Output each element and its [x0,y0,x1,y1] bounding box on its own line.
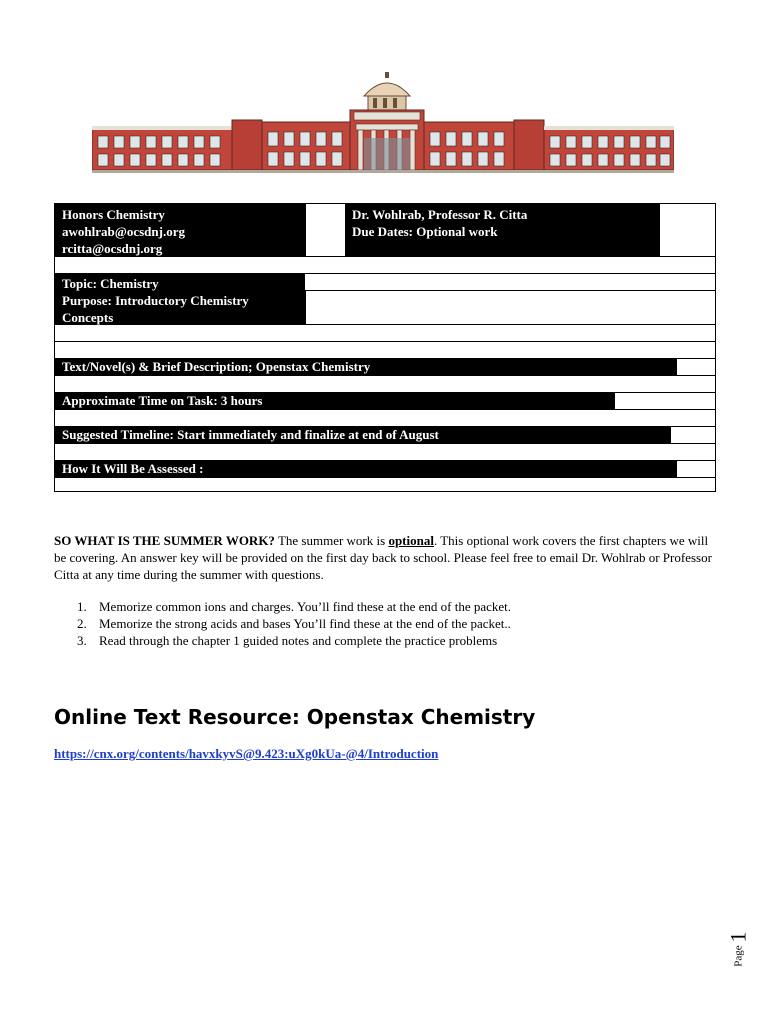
list-item [54,632,714,649]
topic-text: Topic: Chemistry [62,276,159,291]
lead-text: The summer work is [274,533,389,548]
assignment-info-table [54,203,716,492]
purpose-line2: Concepts [62,310,114,325]
topic-purpose-block [55,273,305,324]
email-citta: rcitta@ocsdnj.org [62,241,163,256]
resource-heading: Online Text Resource: Openstax Chemistry [54,705,536,729]
page-number: 1 [725,931,751,943]
school-building-image [92,72,674,176]
list-text: Read through the chapter 1 guided notes and complete the practice problems [99,633,498,648]
table-rule [55,375,715,376]
list-number: 2. [77,616,87,631]
teacher-names: Dr. Wohlrab, Professor R. Citta [352,207,528,222]
table-rule [55,443,715,444]
task-list [54,598,714,649]
summer-work-lead: SO WHAT IS THE SUMMER WORK? [54,533,275,548]
teacher-info-block [345,204,659,256]
table-rule [305,204,306,256]
openstax-link[interactable]: https://cnx.org/contents/havxkyvS@9.423:uXg0kUa-@4/Introduction [54,746,439,761]
time-on-task-row [55,392,615,409]
timeline-label: Suggested Timeline: Start immediately and finalize at end of August [62,427,439,442]
summer-work-paragraph [54,532,718,583]
due-dates: Due Dates: Optional work [352,224,498,239]
purpose-line1: Purpose: Introductory Chemistry [62,293,249,308]
list-number: 3. [77,633,87,648]
optional-emphasis: optional [388,533,434,548]
email-wohlrab: awohlrab@ocsdnj.org [62,224,185,239]
text-novel-label: Text/Novel(s) & Brief Description; Openstax Chemistry [62,359,371,374]
table-rule [659,204,660,256]
timeline-row [55,426,671,443]
list-text: Memorize the strong acids and bases You’ll find these at the end of the packet.. [99,616,511,631]
assessment-label: How It Will Be Assessed : [62,461,204,476]
assessment-row [55,460,677,477]
list-number: 1. [77,599,87,614]
time-on-task-label: Approximate Time on Task: 3 hours [62,393,263,408]
page-label: Page [732,945,745,967]
list-text: Memorize common ions and charges. You’ll find these at the end of the packet. [99,599,512,614]
table-rule [55,341,715,342]
table-rule [305,290,306,324]
course-info-block [55,204,305,256]
list-item [54,615,714,632]
course-name: Honors Chemistry [62,207,165,222]
table-rule [55,409,715,410]
table-rule [55,477,715,478]
text-novel-row [55,358,677,375]
lead-text-continued: . This optional work covers the first chapters we will be covering. An answer key will be provided on the first day back to school. Please feel free to email Dr. Wohlrab or Professor Citta at any time during the summer with questions. [54,533,712,582]
list-item [54,598,714,615]
